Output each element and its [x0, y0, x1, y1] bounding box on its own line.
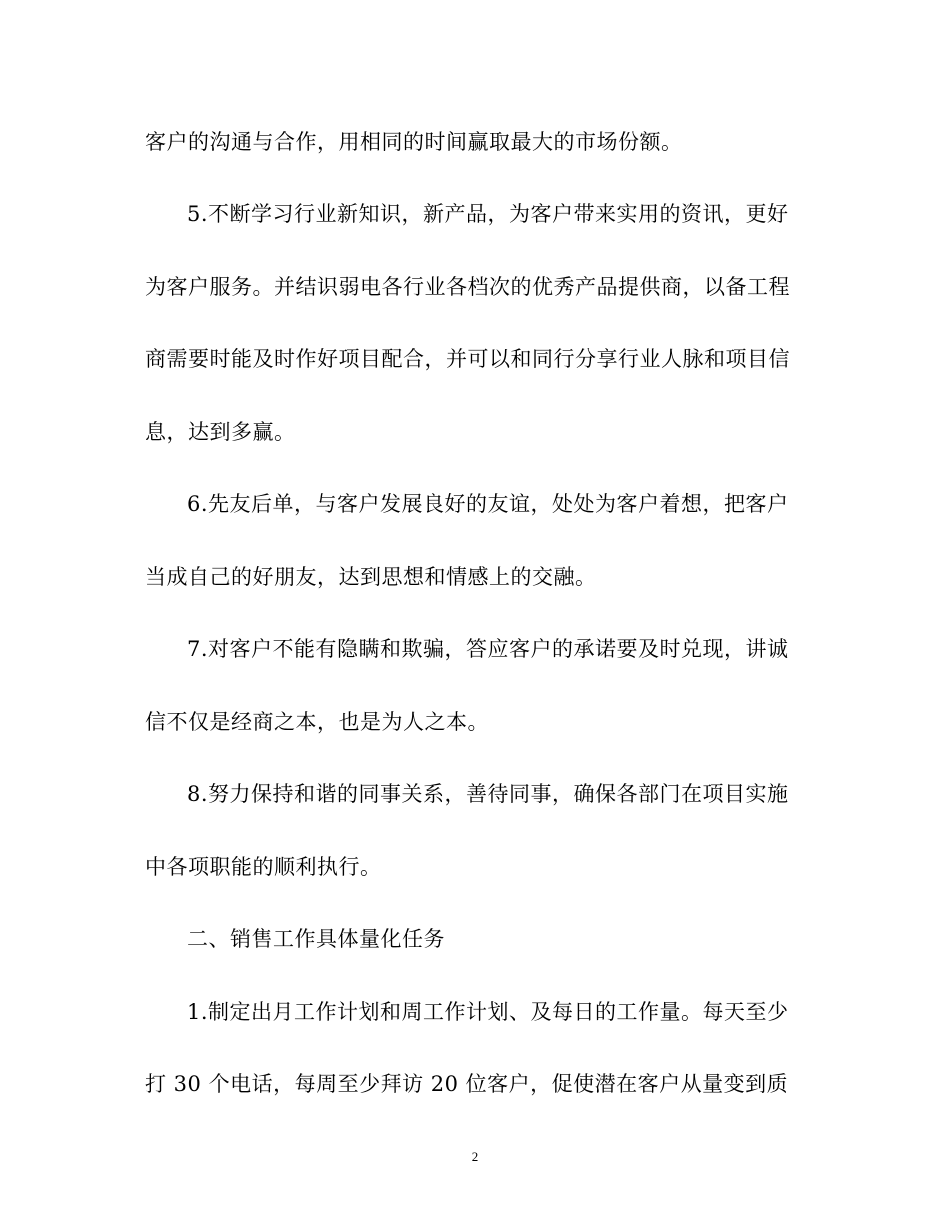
paragraph-line-9: 信不仅是经商之本，也是为人之本。	[145, 710, 489, 734]
paragraph-line-6: 6.先友后单，与客户发展良好的友谊，处处为客户着想，把客户	[187, 492, 789, 516]
paragraph-line-10: 8.努力保持和谐的同事关系，善待同事，确保各部门在项目实施	[187, 782, 789, 806]
paragraph-line-2: 5.不断学习行业新知识，新产品，为客户带来实用的资讯，更好	[187, 202, 789, 226]
section-heading: 二、销售工作具体量化任务	[187, 927, 445, 951]
page-number: 2	[471, 1149, 479, 1164]
paragraph-line-12: 1.制定出月工作计划和周工作计划、及每日的工作量。每天至少	[187, 1000, 789, 1024]
paragraph-line-13: 打 30 个电话，每周至少拜访 20 位客户，促使潜在客户从量变到质	[145, 1072, 789, 1096]
paragraph-line-11: 中各项职能的顺利执行。	[145, 855, 382, 879]
paragraph-line-4: 商需要时能及时作好项目配合，并可以和同行分享行业人脉和项目信	[145, 347, 790, 371]
paragraph-line-8: 7.对客户不能有隐瞒和欺骗，答应客户的承诺要及时兑现，讲诚	[187, 637, 789, 661]
paragraph-line-7: 当成自己的好朋友，达到思想和情感上的交融。	[145, 565, 597, 589]
paragraph-line-5: 息，达到多赢。	[145, 420, 296, 444]
paragraph-line-3: 为客户服务。并结识弱电各行业各档次的优秀产品提供商，以备工程	[145, 275, 790, 299]
paragraph-line-1: 客户的沟通与合作，用相同的时间赢取最大的市场份额。	[145, 130, 683, 154]
